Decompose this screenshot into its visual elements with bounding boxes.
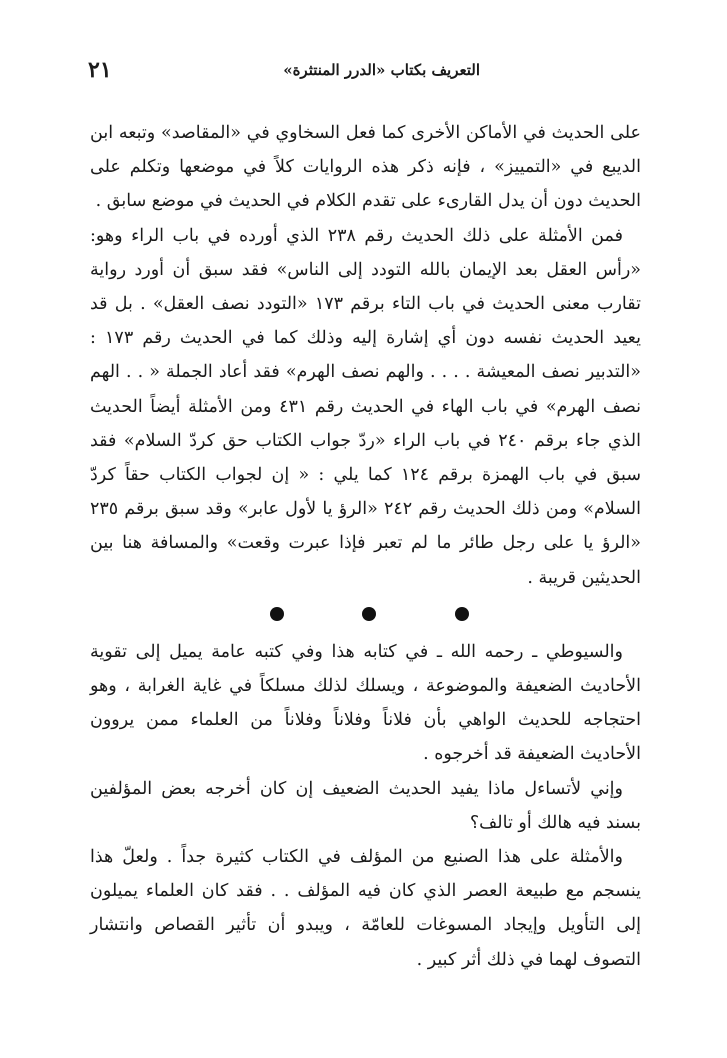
section-separator (90, 601, 641, 629)
page-number: ٢١ (88, 57, 112, 83)
running-title: التعريف بكتاب «الدرر المنتثرة» (283, 61, 480, 79)
paragraph-suyuti: والسيوطي ـ رحمه الله ـ في كتابه هذا وفي كتبه عامة يميل إلى تقوية الأحاديث الضعيفة والموضوعة ، ويسلك لذلك مسلكاً في غاية الغرابة ، وهو احتجاجه للحديث الواهي بأن فلاناً وفلاناً وفلاناً من العلماء ممن يروون الأحاديث الضعيفة قد أخرجوه . (90, 641, 641, 765)
separator-dot-icon (362, 607, 376, 621)
page-header (88, 55, 640, 89)
separator-dot-icon (270, 607, 284, 621)
separator-dot-icon (455, 607, 469, 621)
body-text (90, 116, 641, 977)
paragraph-conclusion: والأمثلة على هذا الصنيع من المؤلف في الكتاب كثيرة جداً . ولعلّ هذا ينسجم مع طبيعة العصر الذي كان فيه المؤلف . . فقد كان العلماء يميلون إلى التأويل وإيجاد المسوغات للعامّة ، ويبدو أن تأثير القصاص وانتشار التصوف لهما في ذلك أثر كبير . (90, 847, 641, 970)
paragraph-continuation: على الحديث في الأماكن الأخرى كما فعل السخاوي في «المقاصد» وتبعه ابن الديبع في «التمييز» ، فإنه ذكر هذه الروايات كلاً في موضعها وتكلم على الحديث دون أن يدل القارىء على تقدم الكلام في الحديث في موضع سابق . (90, 123, 641, 212)
paragraph-examples: فمن الأمثلة على ذلك الحديث رقم ٢٣٨ الذي أورده في باب الراء وهو: «رأس العقل بعد الإيمان بالله التودد إلى الناس» فقد سبق أن أورد رواية تقارب معنى الحديث في باب التاء برقم ١٧٣ «التودد نصف العقل» . بل قد يعيد الحديث نفسه دون أي إشارة إليه وذلك كما في الحديث رقم ١٧٣ : «التدبير نصف المعيشة . . . . والهم نصف الهرم» فقد أعاد الجملة « . . الهم نصف الهرم» في باب الهاء في الحديث رقم ٤٣١ ومن الأمثلة أيضاً الحديث الذي جاء برقم ٢٤٠ في باب الراء «ردّ جواب الكتاب حق كردّ السلام» فقد سبق في باب الهمزة برقم ١٢٤ كما يلي : « إن لجواب الكتاب حقاً كردّ السلام» ومن ذلك الحديث رقم ٢٤٢ «الرؤ يا لأول عابر» وقد سبق برقم ٢٣٥ «الرؤ يا على رجل طائر ما لم تعبر فإذا عبرت وقعت» والمسافة هنا بين الحديثين قريبة . (90, 225, 642, 588)
paragraph-question: وإني لأتساءل ماذا يفيد الحديث الضعيف إن كان أخرجه بعض المؤلفين بسند فيه هالك أو تالف؟ (90, 778, 641, 833)
